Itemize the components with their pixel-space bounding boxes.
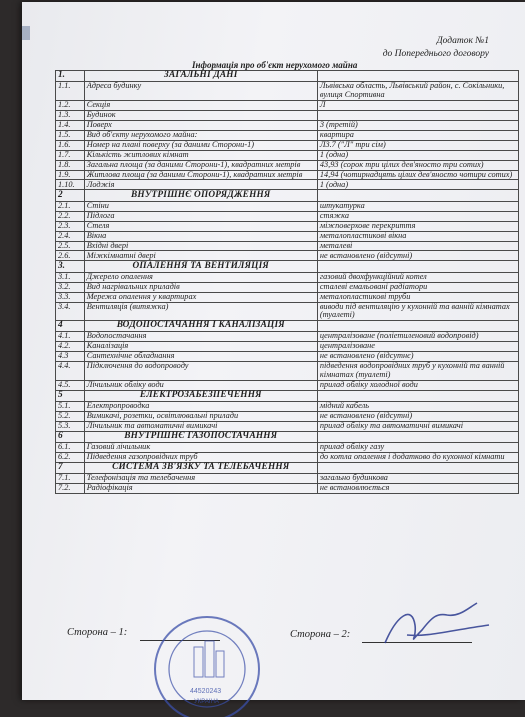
section-value-cell	[317, 190, 518, 201]
row-number: 7.1.	[56, 474, 85, 484]
row-value: металопластикові труби	[317, 292, 518, 302]
row-value: металеві	[317, 241, 518, 251]
row-label: Вимикачі, розетки, освітлювальні прилади	[84, 411, 317, 421]
row-value: централізоване	[317, 342, 518, 352]
row-label: Лічильник обліку води	[84, 380, 317, 390]
row-number: 1.5.	[56, 130, 85, 140]
property-info-table	[55, 70, 519, 494]
paper-edge-mark	[22, 26, 30, 40]
section-title: ЗАГАЛЬНІ ДАНІ	[84, 71, 317, 82]
row-value: централізоване (поліетиленовий водопровід)	[317, 332, 518, 342]
party2-signature	[377, 595, 492, 655]
row-number: 5.3.	[56, 421, 85, 431]
table-row	[56, 421, 519, 431]
row-value: металопластикові вікна	[317, 231, 518, 241]
table-row	[56, 452, 519, 462]
table-row	[56, 332, 519, 342]
table-row	[56, 380, 519, 390]
row-number: 3.2.	[56, 282, 85, 292]
row-label: Секція	[84, 100, 317, 110]
row-label: Телефонізація та телебачення	[84, 474, 317, 484]
row-label: Вентиляція (витяжка)	[84, 302, 317, 321]
row-value: прилад обліку холодної води	[317, 380, 518, 390]
row-label: Стеля	[84, 221, 317, 231]
row-number: 1.10.	[56, 180, 85, 190]
table-row	[56, 251, 519, 261]
table-row	[56, 82, 519, 101]
row-label: Лічильник та автоматичні вимикачі	[84, 421, 317, 431]
row-label: Стіни	[84, 201, 317, 211]
row-number: 6.1.	[56, 442, 85, 452]
row-value: стяжка	[317, 211, 518, 221]
row-number: 2.4.	[56, 231, 85, 241]
section-title: ОПАЛЕННЯ ТА ВЕНТИЛЯЦІЯ	[84, 261, 317, 272]
row-number: 2.2.	[56, 211, 85, 221]
section-value-cell	[317, 390, 518, 401]
row-label: Каналізація	[84, 342, 317, 352]
row-value: 43,93 (сорок три цілих дев'яносто три сотих)	[317, 160, 518, 170]
section-number: 5	[56, 390, 85, 401]
row-value: штукатурка	[317, 201, 518, 211]
row-number: 4.1.	[56, 332, 85, 342]
row-value: міжповерхове перекриття	[317, 221, 518, 231]
row-number: 5.2.	[56, 411, 85, 421]
section-title: ВНУТРІШНЄ ГАЗОПОСТАЧАННЯ	[84, 431, 317, 442]
row-label: Міжкімнатні двері	[84, 251, 317, 261]
table-row	[56, 474, 519, 484]
row-number: 4.4.	[56, 362, 85, 381]
row-number: 2.6.	[56, 251, 85, 261]
table-row	[56, 272, 519, 282]
table-row	[56, 211, 519, 221]
table-row	[56, 282, 519, 292]
row-value: прилад обліку та автоматичні вимикачі	[317, 421, 518, 431]
row-value: виводи під вентиляцію у кухонній та ванній кімнатах (туалеті)	[317, 302, 518, 321]
row-value: загально будинкова	[317, 474, 518, 484]
table-row	[56, 180, 519, 190]
appendix-header	[383, 35, 489, 61]
row-number: 3.4.	[56, 302, 85, 321]
row-label: Житлова площа (за даними Сторони-1), квадратних метрів	[84, 170, 317, 180]
row-value: Львівська область, Львівський район, с. Сокільники, вулиця Спортивна	[317, 82, 518, 101]
row-label: Газовий лічильник	[84, 442, 317, 452]
section-title: ВНУТРІШНЄ ОПОРЯДЖЕННЯ	[84, 190, 317, 201]
row-label: Адреса будинку	[84, 82, 317, 101]
appendix-number: Додаток №1	[436, 36, 489, 46]
row-number: 1.4.	[56, 120, 85, 130]
party1-label: Сторона – 1:	[67, 627, 128, 638]
table-row	[56, 442, 519, 452]
table-row	[56, 352, 519, 362]
section-number: 2	[56, 190, 85, 201]
section-value-cell	[317, 261, 518, 272]
row-value: 3 (третій)	[317, 120, 518, 130]
table-row	[56, 110, 519, 120]
row-number: 1.3.	[56, 110, 85, 120]
section-header-row	[56, 462, 519, 473]
row-value: мідний кабель	[317, 401, 518, 411]
table-row	[56, 302, 519, 321]
row-value: 14,94 (чотирнадцять цілих дев'яносто чотири сотих)	[317, 170, 518, 180]
stamp-country: УКРАЇНА	[194, 699, 219, 705]
document-page	[22, 2, 525, 705]
section-title: ВОДОПОСТАЧАННЯ І КАНАЛІЗАЦІЯ	[84, 321, 317, 332]
table-row	[56, 201, 519, 211]
row-number: 4.5.	[56, 380, 85, 390]
row-number: 4.2.	[56, 342, 85, 352]
row-label: Кількість житлових кімнат	[84, 150, 317, 160]
row-label: Підведення газопровідних труб	[84, 452, 317, 462]
row-label: Радіофікація	[84, 484, 317, 494]
row-value: не встановлено (відсутнє)	[317, 352, 518, 362]
row-value: прилад обліку газу	[317, 442, 518, 452]
row-label: Вхідні двері	[84, 241, 317, 251]
row-number: 4.3	[56, 352, 85, 362]
row-value: до котла опалення і додатково до кухонної кімнати	[317, 452, 518, 462]
table-row	[56, 362, 519, 381]
section-header-row	[56, 71, 519, 82]
row-number: 1.7.	[56, 150, 85, 160]
row-label: Будинок	[84, 110, 317, 120]
table-row	[56, 411, 519, 421]
row-value: не встановлено (відсутні)	[317, 411, 518, 421]
row-value: підведення водопровідних труб у кухонній та ванній кімнатах (туалеті)	[317, 362, 518, 381]
table-row	[56, 150, 519, 160]
table-row	[56, 342, 519, 352]
table-row	[56, 100, 519, 110]
row-number: 1.6.	[56, 140, 85, 150]
row-value: 1 (одна)	[317, 180, 518, 190]
section-title: ЕЛЕКТРОЗАБЕЗПЕЧЕННЯ	[84, 390, 317, 401]
table-row	[56, 130, 519, 140]
table-row	[56, 401, 519, 411]
section-value-cell	[317, 71, 518, 82]
row-label: Номер на плані поверху (за даними Сторони-1)	[84, 140, 317, 150]
row-number: 3.3.	[56, 292, 85, 302]
table-row	[56, 241, 519, 251]
row-value	[317, 110, 518, 120]
table-row	[56, 140, 519, 150]
row-number: 3.1.	[56, 272, 85, 282]
stamp-code: 44520243	[190, 688, 222, 695]
row-label: Поверх	[84, 120, 317, 130]
row-value: 1 (одна)	[317, 150, 518, 160]
row-number: 1.9.	[56, 170, 85, 180]
table-row	[56, 170, 519, 180]
section-number: 4	[56, 321, 85, 332]
section-number: 1.	[56, 71, 85, 82]
row-label: Вікна	[84, 231, 317, 241]
row-number: 1.2.	[56, 100, 85, 110]
row-label: Електропроводка	[84, 401, 317, 411]
row-number: 2.1.	[56, 201, 85, 211]
row-number: 1.8.	[56, 160, 85, 170]
table-row	[56, 231, 519, 241]
row-label: Загальна площа (за даними Сторони-1), квадратних метрів	[84, 160, 317, 170]
row-number: 1.1.	[56, 82, 85, 101]
row-value: газовий двохфункційний котел	[317, 272, 518, 282]
section-header-row	[56, 190, 519, 201]
section-header-row	[56, 390, 519, 401]
table-row	[56, 120, 519, 130]
row-value: Л	[317, 100, 518, 110]
section-header-row	[56, 431, 519, 442]
section-header-row	[56, 261, 519, 272]
table-row	[56, 160, 519, 170]
table-row	[56, 292, 519, 302]
section-number: 7	[56, 462, 85, 473]
row-value: Л3.7 ("Л" три сім)	[317, 140, 518, 150]
row-label: Вид нагрівальних приладів	[84, 282, 317, 292]
row-number: 2.3.	[56, 221, 85, 231]
document-title: Інформація про об'єкт нерухомого майна	[192, 60, 358, 70]
row-label: Лоджія	[84, 180, 317, 190]
row-value: не встановлено (відсутні)	[317, 251, 518, 261]
row-value: квартира	[317, 130, 518, 140]
row-number: 2.5.	[56, 241, 85, 251]
table-row	[56, 484, 519, 494]
row-label: Мережа опалення у квартирах	[84, 292, 317, 302]
table-row	[56, 221, 519, 231]
section-value-cell	[317, 431, 518, 442]
row-label: Підключення до водопроводу	[84, 362, 317, 381]
row-value: сталеві емальовані радіатори	[317, 282, 518, 292]
section-value-cell	[317, 321, 518, 332]
section-number: 6	[56, 431, 85, 442]
section-number: 3.	[56, 261, 85, 272]
section-title: СИСТЕМА ЗВ'ЯЗКУ ТА ТЕЛЕБАЧЕННЯ	[84, 462, 317, 473]
row-label: Сантехнічне обладнання	[84, 352, 317, 362]
section-value-cell	[317, 462, 518, 473]
row-value: не встановлюється	[317, 484, 518, 494]
section-header-row	[56, 321, 519, 332]
appendix-reference: до Попереднього договору	[382, 49, 489, 59]
row-number: 6.2.	[56, 452, 85, 462]
row-number: 5.1.	[56, 401, 85, 411]
row-label: Джерело опалення	[84, 272, 317, 282]
row-label: Водопостачання	[84, 332, 317, 342]
party2-label: Сторона – 2:	[290, 629, 351, 640]
row-label: Підлога	[84, 211, 317, 221]
row-label: Вид об'єкту нерухомого майна:	[84, 130, 317, 140]
company-stamp	[142, 607, 272, 717]
row-number: 7.2.	[56, 484, 85, 494]
